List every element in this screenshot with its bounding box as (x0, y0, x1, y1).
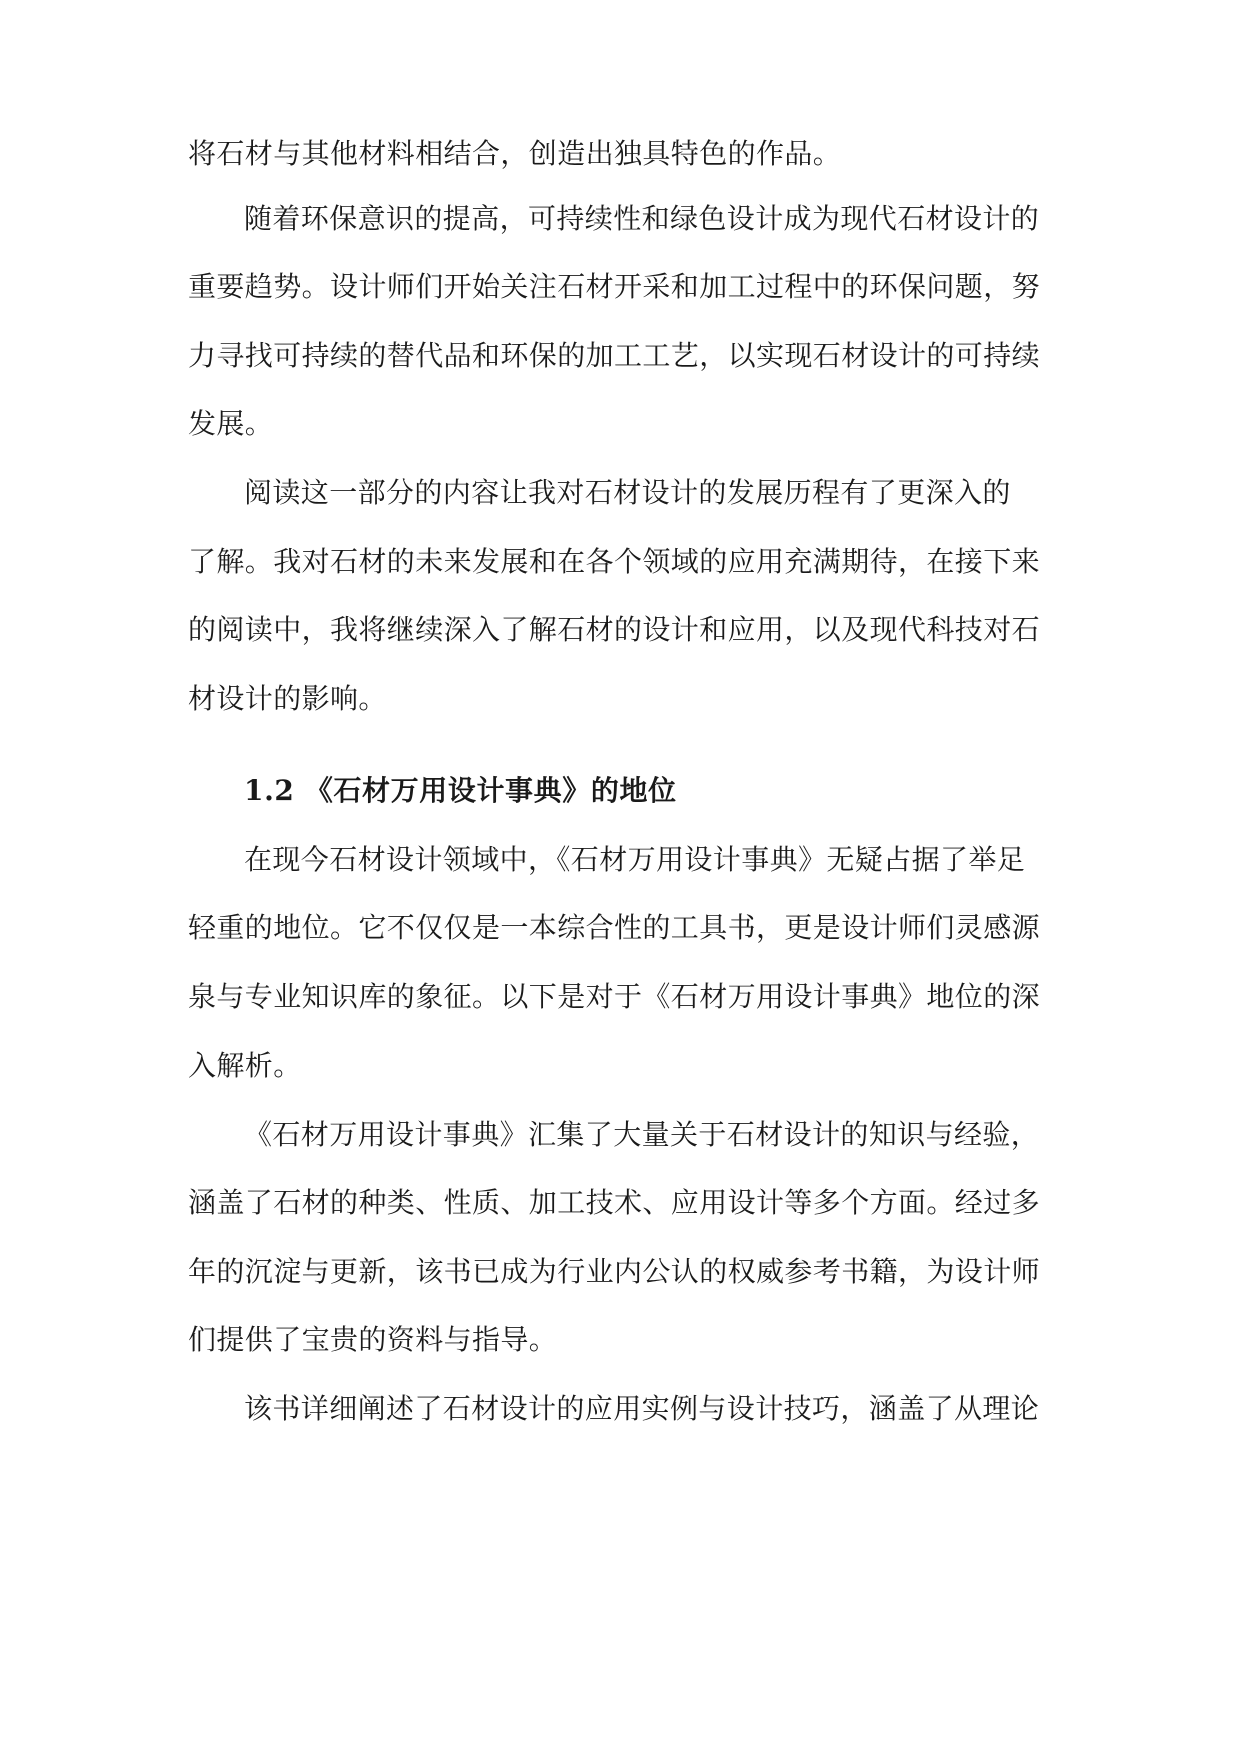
paragraph-line: 《石材万用设计事典》汇集了大量关于石材设计的知识与经验， (244, 1118, 1040, 1151)
paragraph-line: 泉与专业知识库的象征。以下是对于《石材万用设计事典》地位的深 (188, 980, 1041, 1013)
paragraph-line: 入解析。 (188, 1049, 302, 1082)
paragraph-line: 年的沉淀与更新，该书已成为行业内公认的权威参考书籍，为设计师 (188, 1255, 1041, 1288)
section-heading: 1.2 《石材万用设计事典》的地位 (244, 774, 677, 807)
paragraph-line: 们提供了宝贵的资料与指导。 (188, 1323, 558, 1356)
paragraph-line: 的阅读中，我将继续深入了解石材的设计和应用，以及现代科技对石 (188, 613, 1041, 646)
paragraph-line: 涵盖了石材的种类、性质、加工技术、应用设计等多个方面。经过多 (188, 1186, 1041, 1219)
paragraph-line: 阅读这一部分的内容让我对石材设计的发展历程有了更深入的 (244, 476, 1011, 509)
paragraph-line: 重要趋势。设计师们开始关注石材开采和加工过程中的环保问题，努 (188, 270, 1041, 303)
paragraph-line: 发展。 (188, 407, 274, 440)
paragraph-line: 了解。我对石材的未来发展和在各个领域的应用充满期待，在接下来 (188, 545, 1041, 578)
paragraph-line: 材设计的影响。 (188, 682, 387, 715)
paragraph-line: 随着环保意识的提高，可持续性和绿色设计成为现代石材设计的 (244, 202, 1040, 235)
paragraph-line: 轻重的地位。它不仅仅是一本综合性的工具书，更是设计师们灵感源 (188, 911, 1041, 944)
paragraph-continuation-line: 将石材与其他材料相结合，创造出独具特色的作品。 (188, 137, 842, 170)
paragraph-line: 在现今石材设计领域中，《石材万用设计事典》无疑占据了举足 (244, 843, 1026, 876)
paragraph-line: 力寻找可持续的替代品和环保的加工工艺，以实现石材设计的可持续 (188, 339, 1041, 372)
paragraph-line: 该书详细阐述了石材设计的应用实例与设计技巧，涵盖了从理论 (244, 1392, 1040, 1425)
